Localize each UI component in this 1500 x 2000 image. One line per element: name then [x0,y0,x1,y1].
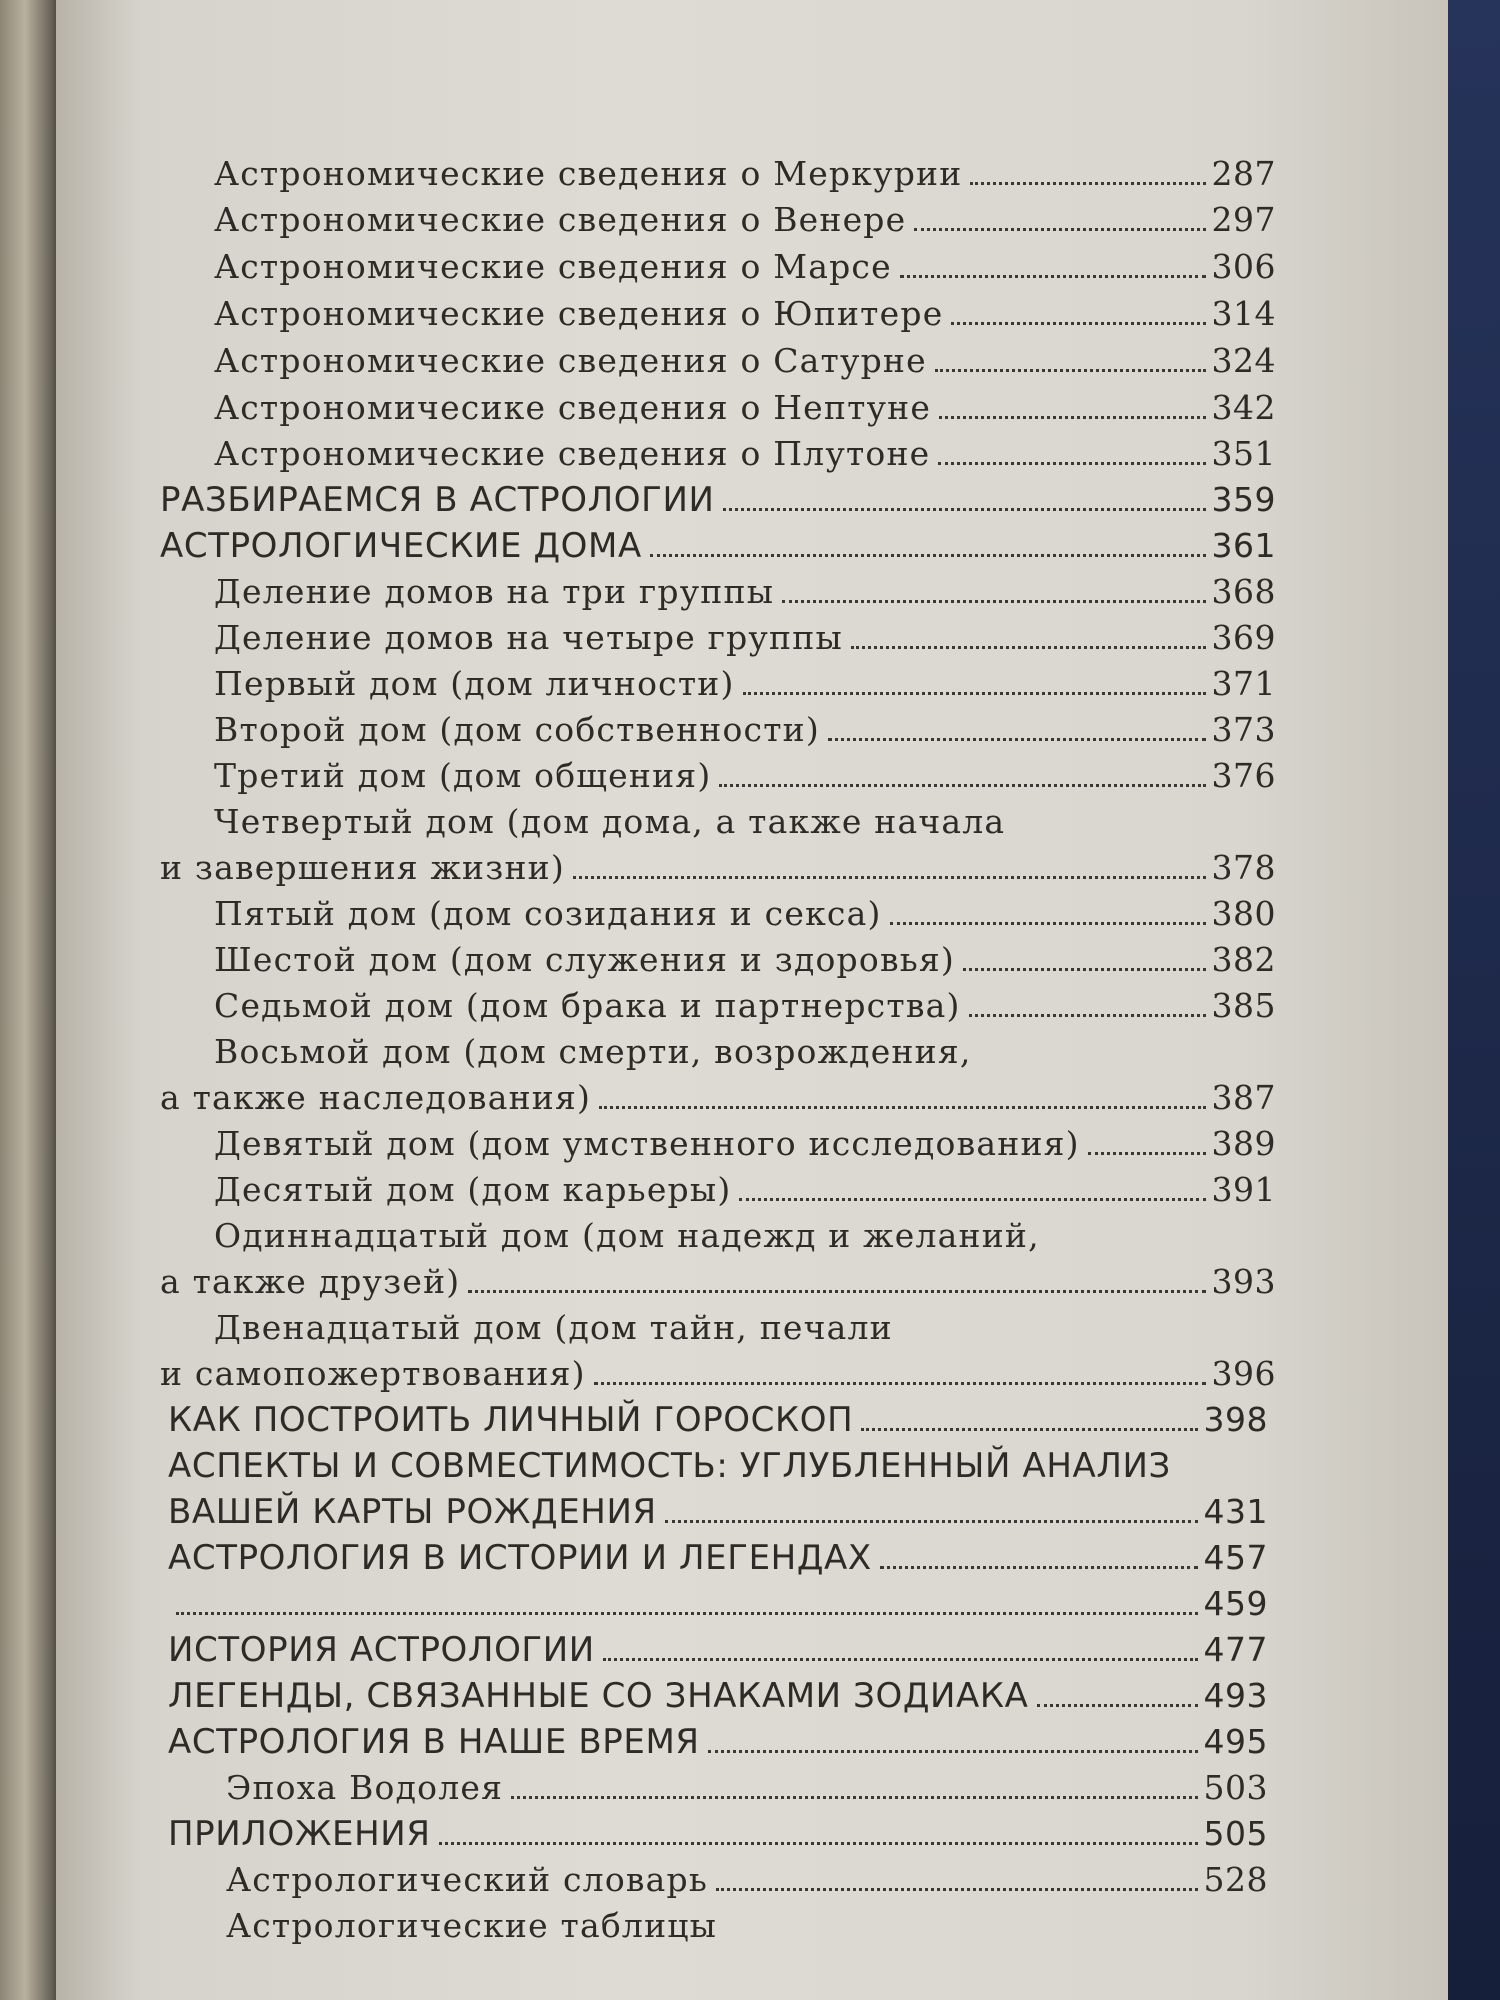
toc-entry [160,844,1276,888]
toc-entry [214,290,1276,334]
dot-leader [511,1796,1197,1799]
toc-section [168,1396,1268,1440]
dot-leader [782,600,1205,603]
dot-leader [723,508,1206,511]
toc-section [168,1534,1268,1578]
toc-entry-title: Второй дом (дом собственности) [214,710,820,749]
toc-entry-page: 477 [1203,1630,1268,1669]
toc-entry-title: Шестой дом (дом служения и здоровья) [214,940,955,979]
toc-section-title: КАК ПОСТРОИТЬ ЛИЧНЫЙ ГОРОСКОП [168,1400,854,1440]
toc-entry-title: Астрономические сведения о Юпитере [214,294,944,333]
toc-entry-title: Третий дом (дом общения) [214,756,712,795]
toc-entry-page: 382 [1211,940,1276,979]
dot-leader [573,876,1206,879]
toc-entry-title: Пятый дом (дом созидания и секса) [214,894,882,933]
toc-entry [214,384,1276,428]
toc-entry-page: 314 [1211,294,1276,333]
dot-leader [176,1612,1198,1615]
dot-leader [935,369,1206,372]
dot-leader [939,416,1205,419]
toc-entry-page: 493 [1203,1676,1268,1715]
toc-section [168,1626,1268,1670]
toc-entry-page: 398 [1203,1400,1268,1439]
toc-entry-page: 376 [1211,756,1276,795]
toc-entry-page: 391 [1211,1170,1276,1209]
toc-entry-page: 351 [1211,434,1276,473]
dot-leader [603,1658,1198,1661]
toc-entry-page: 369 [1211,618,1276,657]
toc-section-title: АСТРОЛОГИЯ В ИСТОРИИ И ЛЕГЕНДАХ [168,1538,872,1578]
toc-section-title: РАЗБИРАЕМСЯ В АСТРОЛОГИИ [160,480,715,520]
toc-section [168,1810,1268,1854]
dot-leader [880,1566,1198,1569]
toc-entry-page: 380 [1211,894,1276,933]
toc-entry-title: Астрономические сведения о Марсе [214,247,892,286]
toc-section-title: ЛЕГЕНДЫ, СВЯЗАННЫЕ СО ЗНАКАМИ ЗОДИАКА [168,1676,1029,1716]
toc-entry-page: 431 [1203,1492,1268,1531]
dot-leader [594,1382,1206,1385]
toc-section [168,1672,1268,1716]
toc-section [168,1488,1268,1532]
toc-entry-page: 396 [1211,1354,1276,1393]
dot-leader [1037,1704,1198,1707]
toc-entry-line1: Восьмой дом (дом смерти, возрождения, [214,1032,972,1071]
toc-entry [214,1166,1276,1210]
toc-entry-page: 393 [1211,1262,1276,1301]
toc-entry [214,1120,1276,1164]
dot-leader [951,322,1205,325]
toc-entry [226,1764,1268,1808]
toc-entry-title: Астрономические сведения о Меркурии [214,154,963,193]
toc-entry-line1: Одиннадцатый дом (дом надежд и желаний, [214,1216,1040,1255]
dot-leader [468,1290,1205,1293]
dot-leader [828,738,1206,741]
toc-entry-page: 306 [1211,247,1276,286]
toc-entry-title: Астрологический словарь [226,1860,709,1899]
toc-entry-page: 385 [1211,986,1276,1025]
toc-entry [226,1902,1268,1946]
dot-leader [900,275,1206,278]
toc-entry-page: 361 [1211,526,1276,565]
dot-leader [708,1750,1198,1753]
toc-entry [214,752,1276,796]
toc-entry [214,660,1276,704]
toc-entry-page: 495 [1203,1722,1268,1761]
dot-leader [739,1198,1205,1201]
toc-entry-title: и завершения жизни) [160,848,565,887]
toc-section [160,476,1276,520]
toc-section-title: ВАШЕЙ КАРТЫ РОЖДЕНИЯ [168,1492,657,1532]
dot-leader [963,968,1206,971]
toc-entry [214,614,1276,658]
toc-entry-page: 368 [1211,572,1276,611]
toc-section-title: ПРИЛОЖЕНИЯ [168,1814,431,1854]
dot-leader [861,1428,1197,1431]
dot-leader [969,1014,1206,1017]
toc-entry-page: 371 [1211,664,1276,703]
dot-leader [716,1888,1197,1891]
toc-entry-page: 528 [1203,1860,1268,1899]
toc-entry [160,1350,1276,1394]
dot-leader [599,1106,1205,1109]
dot-leader [1088,1152,1206,1155]
dot-leader [719,784,1205,787]
toc-entry-page: 505 [1203,1814,1268,1853]
toc-entry-page: 389 [1211,1124,1276,1163]
toc-entry-page: 459 [1203,1584,1268,1623]
toc-entry-title: Седьмой дом (дом брака и партнерства) [214,986,961,1025]
toc-entry-page: 324 [1211,341,1276,380]
dot-leader [439,1842,1198,1845]
toc-entry [214,430,1276,474]
toc-entry-title: Деление домов на три группы [214,572,775,611]
toc-entry [214,337,1276,381]
toc-entry [160,1258,1276,1302]
toc-entry [226,1856,1268,1900]
toc-section-title: АСТРОЛОГИЯ В НАШЕ ВРЕМЯ [168,1722,700,1762]
toc-entry [214,196,1276,240]
toc-entry [214,150,1276,194]
toc-entry-title: Астрологические таблицы [226,1906,718,1945]
toc-entry-title: и самопожертвования) [160,1354,586,1393]
dot-leader [970,182,1205,185]
toc-entry-title: Астрономические сведения о Сатурне [214,341,927,380]
toc-entry-page: 287 [1211,154,1276,193]
toc-entry [214,706,1276,750]
toc-entry-page: 503 [1203,1768,1268,1807]
toc-entry-page: 297 [1211,200,1276,239]
toc-section-title: ИСТОРИЯ АСТРОЛОГИИ [168,1630,595,1670]
toc-entry [160,1074,1276,1118]
toc-section-title: АСТРОЛОГИЧЕСКИЕ ДОМА [160,526,642,566]
toc-entry-title: Астрономические сведения о Венере [214,200,907,239]
toc-entry [214,936,1276,980]
toc-entry-title: а также наследования) [160,1078,592,1117]
dot-leader [914,228,1205,231]
toc-section [168,1580,1268,1624]
toc-entry-title: Эпоха Водолея [226,1768,504,1807]
dot-leader [650,554,1206,557]
toc-entry-page: 373 [1211,710,1276,749]
toc-entry [214,890,1276,934]
toc-entry-page: 457 [1203,1538,1268,1577]
toc-entry-title: Десятый дом (дом карьеры) [214,1170,732,1209]
toc-entry-page: 378 [1211,848,1276,887]
toc-entry-line1: Четвертый дом (дом дома, а также начала [214,802,1006,841]
toc-entry-page: 342 [1211,388,1276,427]
toc-entry-line1: Двенадцатый дом (дом тайн, печали [214,1308,893,1347]
toc-entry-page: 387 [1211,1078,1276,1117]
toc-entry-title: Девятый дом (дом умственного исследования) [214,1124,1080,1163]
dot-leader [938,462,1205,465]
dot-leader [743,692,1206,695]
toc-section [168,1718,1268,1762]
toc-entry-title: Астрономичесике сведения о Нептуне [214,388,932,427]
toc-entry-title: Астрономические сведения о Плутоне [214,434,931,473]
toc-entry [214,243,1276,287]
toc-entry-title: Деление домов на четыре группы [214,618,843,657]
dot-leader [890,922,1206,925]
toc-entry [214,982,1276,1026]
toc-entry-title: а также друзей) [160,1262,461,1301]
toc-section-line1: АСПЕКТЫ И СОВМЕСТИМОСТЬ: УГЛУБЛЕННЫЙ АНАЛИЗ [168,1446,1171,1486]
dot-leader [851,646,1206,649]
toc-entry [214,568,1276,612]
toc-entry-title: Первый дом (дом личности) [214,664,735,703]
toc-entry-page: 359 [1211,480,1276,519]
dot-leader [665,1520,1198,1523]
toc-section [160,522,1276,566]
